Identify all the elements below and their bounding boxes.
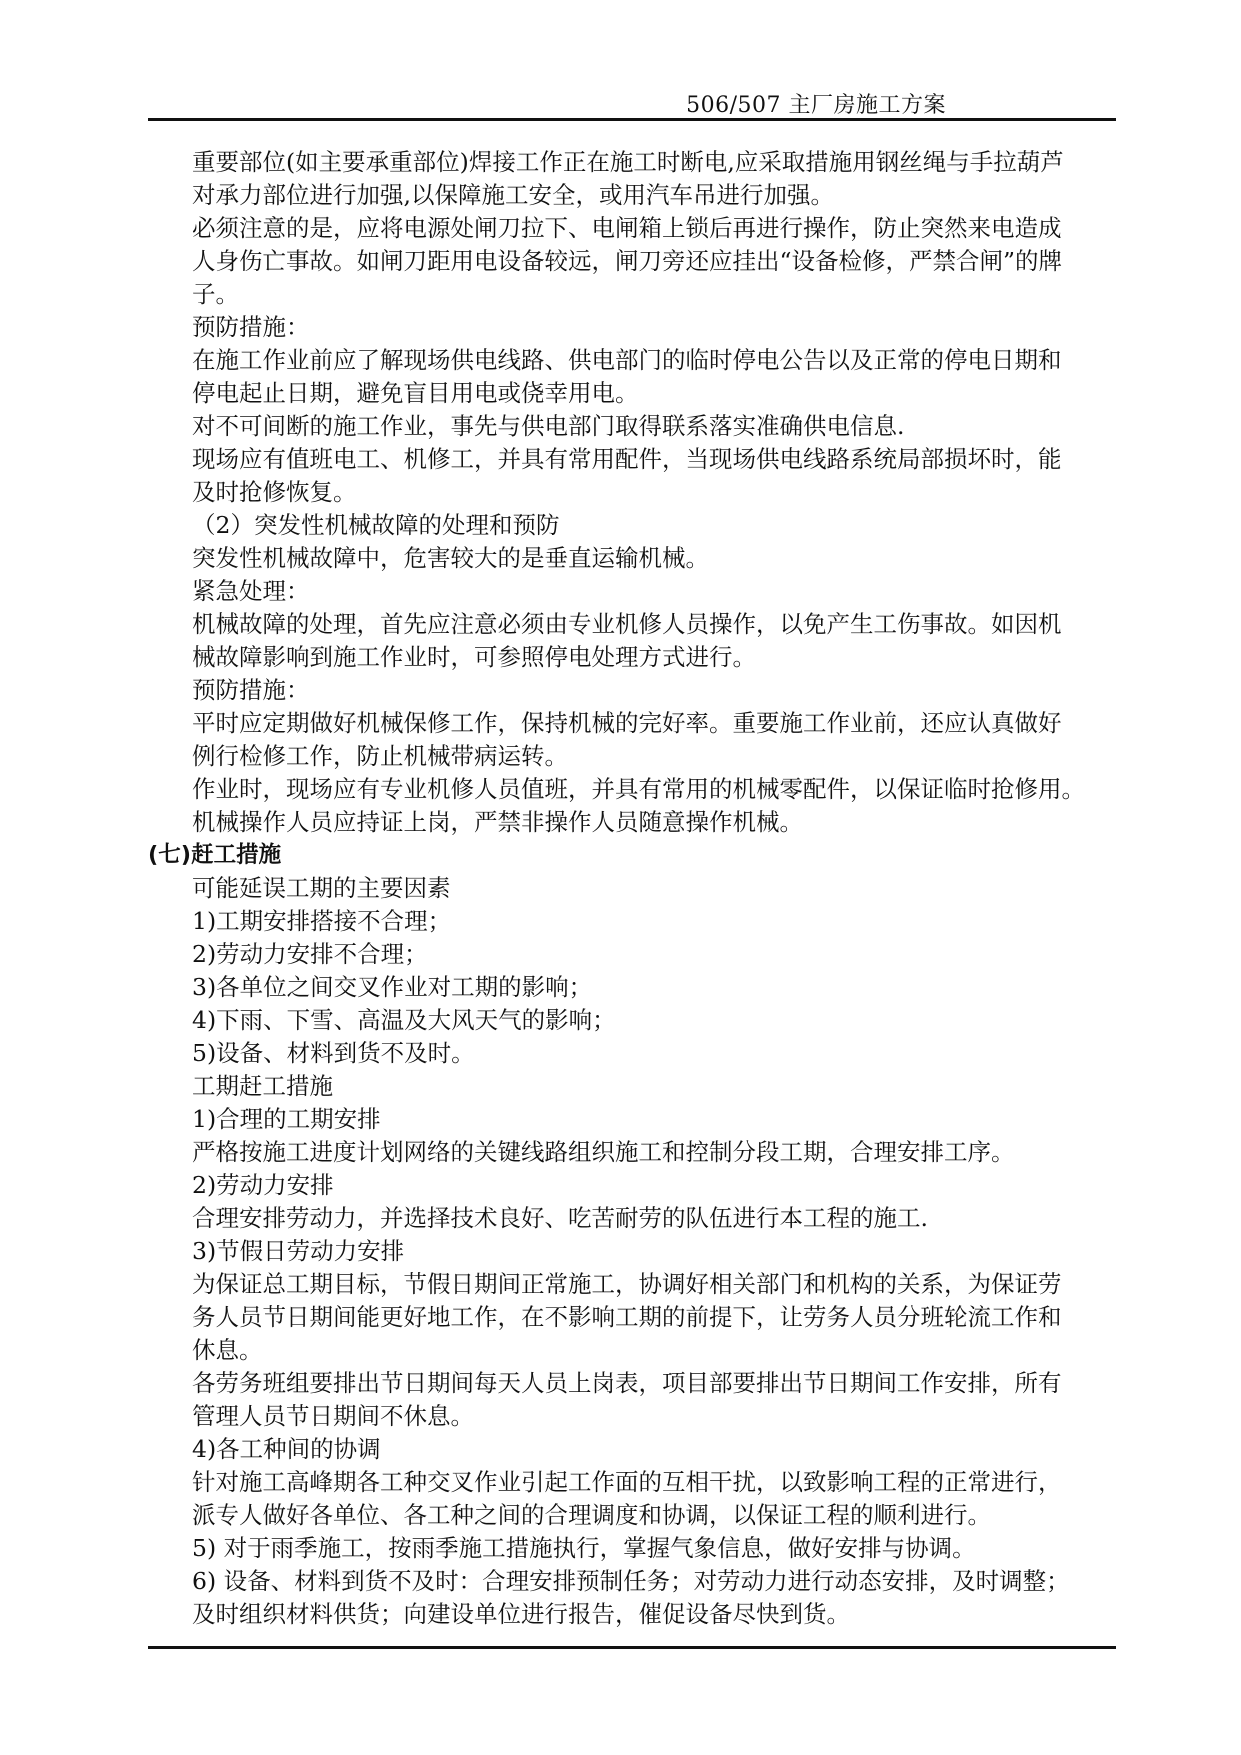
text-line: 工期赶工措施 (192, 1072, 333, 1100)
text-line: 重要部位(如主要承重部位)焊接工作正在施工时断电,应采取措施用钢丝绳与手拉葫芦 (192, 148, 1064, 176)
text-line: 机械操作人员应持证上岗，严禁非操作人员随意操作机械。 (192, 808, 803, 836)
footer-rule (148, 1646, 1116, 1649)
header-rule (148, 118, 1116, 121)
section-heading: (七)赶工措施 (148, 842, 282, 868)
text-line: 2)劳动力安排 (192, 1171, 334, 1199)
text-line: 务人员节日期间能更好地工作，在不影响工期的前提下，让劳务人员分班轮流工作和 (192, 1303, 1062, 1331)
text-line: 在施工作业前应了解现场供电线路、供电部门的临时停电公告以及正常的停电日期和 (192, 346, 1062, 374)
text-line: 合理安排劳动力，并选择技术良好、吃苦耐劳的队伍进行本工程的施工. (192, 1204, 928, 1232)
text-line: 5)设备、材料到货不及时。 (192, 1039, 475, 1067)
text-line: 6) 设备、材料到货不及时：合理安排预制任务；对劳动力进行动态安排，及时调整； (192, 1567, 1070, 1595)
text-line: 休息。 (192, 1336, 263, 1364)
document-body (148, 146, 1122, 1631)
text-line: 预防措施： (192, 676, 310, 704)
text-line: 及时组织材料供货；向建设单位进行报告，催促设备尽快到货。 (192, 1600, 850, 1628)
text-line: 对承力部位进行加强,以保障施工安全，或用汽车吊进行加强。 (192, 181, 834, 209)
text-line: 各劳务班组要排出节日期间每天人员上岗表，项目部要排出节日期间工作安排，所有 (192, 1369, 1062, 1397)
text-line: 5) 对于雨季施工，按雨季施工措施执行，掌握气象信息，做好安排与协调。 (192, 1534, 976, 1562)
text-line: 必须注意的是，应将电源处闸刀拉下、电闸箱上锁后再进行操作，防止突然来电造成 (192, 214, 1062, 242)
text-line: 可能延误工期的主要因素 (192, 874, 451, 902)
text-line: 紧急处理： (192, 577, 310, 605)
text-line: 2)劳动力安排不合理； (192, 940, 428, 968)
text-line: 机械故障的处理，首先应注意必须由专业机修人员操作，以免产生工伤事故。如因机 (192, 610, 1062, 638)
text-line: 及时抢修恢复。 (192, 478, 357, 506)
text-line: 1)工期安排搭接不合理； (192, 907, 452, 935)
text-line: 3)节假日劳动力安排 (192, 1237, 405, 1265)
text-line: 1)合理的工期安排 (192, 1105, 381, 1133)
text-line: 械故障影响到施工作业时，可参照停电处理方式进行。 (192, 643, 756, 671)
text-line: 3)各单位之间交叉作业对工期的影响； (192, 973, 593, 1001)
text-line: 人身伤亡事故。如闸刀距用电设备较远，闸刀旁还应挂出“设备检修，严禁合闸”的牌 (192, 247, 1063, 275)
text-line: （2）突发性机械故障的处理和预防 (192, 511, 560, 539)
text-line: 4)各工种间的协调 (192, 1435, 381, 1463)
text-line: 4)下雨、下雪、高温及大风天气的影响； (192, 1006, 616, 1034)
text-line: 平时应定期做好机械保修工作，保持机械的完好率。重要施工作业前，还应认真做好 (192, 709, 1062, 737)
text-line: 现场应有值班电工、机修工，并具有常用配件，当现场供电线路系统局部损坏时，能 (192, 445, 1062, 473)
text-line: 为保证总工期目标，节假日期间正常施工，协调好相关部门和机构的关系，为保证劳 (192, 1270, 1062, 1298)
text-line: 例行检修工作，防止机械带病运转。 (192, 742, 568, 770)
text-line: 作业时，现场应有专业机修人员值班，并具有常用的机械零配件，以保证临时抢修用。 (192, 775, 1085, 803)
text-line: 严格按施工进度计划网络的关键线路组织施工和控制分段工期，合理安排工序。 (192, 1138, 1015, 1166)
text-line: 子。 (192, 280, 239, 308)
text-line: 针对施工高峰期各工种交叉作业引起工作面的互相干扰，以致影响工程的正常进行， (192, 1468, 1062, 1496)
text-line: 管理人员节日期间不休息。 (192, 1402, 474, 1430)
page-header-title: 506/507 主厂房施工方案 (686, 93, 946, 118)
text-line: 预防措施： (192, 313, 310, 341)
text-line: 突发性机械故障中，危害较大的是垂直运输机械。 (192, 544, 709, 572)
text-line: 停电起止日期，避免盲目用电或侥幸用电。 (192, 379, 639, 407)
text-line: 派专人做好各单位、各工种之间的合理调度和协调，以保证工程的顺利进行。 (192, 1501, 991, 1529)
text-line: 对不可间断的施工作业，事先与供电部门取得联系落实准确供电信息. (192, 412, 905, 440)
